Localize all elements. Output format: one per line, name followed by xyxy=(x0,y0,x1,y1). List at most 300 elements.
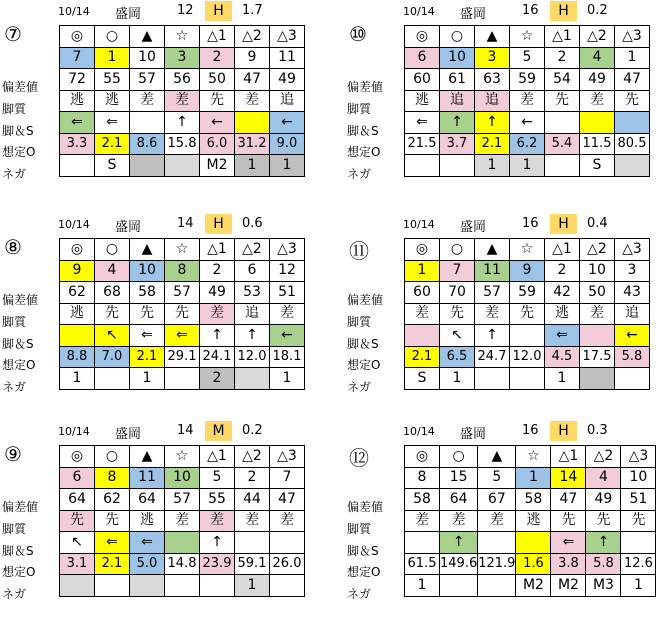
prediction-table xyxy=(404,238,650,390)
mark-cell: △3 xyxy=(270,26,305,48)
table-cell xyxy=(60,325,95,347)
negative-row xyxy=(60,575,305,597)
mark-cell: △3 xyxy=(270,446,305,468)
table-cell: 2 xyxy=(545,260,580,282)
table-cell: 1 xyxy=(270,155,305,177)
table-cell: 差 xyxy=(130,90,165,112)
table-cell: 12.6 xyxy=(621,553,656,575)
table-cell: 先 xyxy=(60,510,95,532)
row-label: 脚＆S xyxy=(2,337,34,351)
table-cell: 7 xyxy=(60,47,95,69)
row-label: 脚＆S xyxy=(2,544,34,558)
table-cell: 62 xyxy=(60,282,95,304)
negative-row xyxy=(405,368,650,390)
mark-row xyxy=(60,26,305,48)
leg-speed-row xyxy=(405,325,650,347)
table-cell: 5.4 xyxy=(545,133,580,155)
table-cell xyxy=(615,368,650,390)
table-cell: 1 xyxy=(235,155,270,177)
mark-cell: ○ xyxy=(440,446,478,468)
prediction-table xyxy=(404,445,656,597)
race-number: ⑦ xyxy=(4,22,22,46)
mark-cell: ☆ xyxy=(165,26,200,48)
table-cell: ⇐ xyxy=(545,325,580,347)
mark-cell: △3 xyxy=(615,26,650,48)
race-header xyxy=(345,0,669,22)
table-cell: 10 xyxy=(580,260,615,282)
table-cell: S xyxy=(405,368,440,390)
table-cell xyxy=(405,155,440,177)
table-cell: 11 xyxy=(475,260,510,282)
table-cell: 42 xyxy=(545,282,580,304)
table-cell: 1 xyxy=(405,575,440,597)
table-cell: 差 xyxy=(235,510,270,532)
race-header xyxy=(345,213,669,235)
table-cell: 10 xyxy=(440,47,475,69)
mark-cell: △1 xyxy=(200,26,235,48)
deviation-row xyxy=(60,69,305,91)
table-cell: 9 xyxy=(510,260,545,282)
table-cell: 1 xyxy=(475,155,510,177)
table-cell: 1 xyxy=(516,467,551,489)
mark-cell: △1 xyxy=(200,446,235,468)
table-cell: M2 xyxy=(551,575,586,597)
race-header xyxy=(345,420,669,442)
deviation-row xyxy=(405,69,650,91)
leg-speed-row xyxy=(60,112,305,134)
table-cell xyxy=(510,368,545,390)
mark-cell: △2 xyxy=(235,239,270,261)
table-cell: 5 xyxy=(478,467,516,489)
table-cell: 6 xyxy=(405,47,440,69)
table-cell: ↑ xyxy=(475,325,510,347)
table-cell: ↖ xyxy=(95,325,130,347)
table-cell: 14 xyxy=(551,467,586,489)
table-cell xyxy=(440,575,478,597)
table-cell: 12 xyxy=(270,260,305,282)
row-label: 脚質 xyxy=(2,315,27,329)
venue-name: 盛岡 xyxy=(460,220,487,235)
table-cell: 6.2 xyxy=(510,133,545,155)
table-cell: 先 xyxy=(200,90,235,112)
index-value: 0.2 xyxy=(587,3,608,18)
table-cell: 11 xyxy=(270,47,305,69)
table-cell: 17.5 xyxy=(580,346,615,368)
table-cell: 51 xyxy=(270,282,305,304)
table-cell xyxy=(510,325,545,347)
table-cell: 58 xyxy=(130,282,165,304)
mark-row xyxy=(405,239,650,261)
table-cell: 59.1 xyxy=(235,553,270,575)
table-cell: 58 xyxy=(516,489,551,511)
row-label: 偏差値 xyxy=(2,500,39,514)
table-cell: 57 xyxy=(165,489,200,511)
table-cell: 差 xyxy=(165,90,200,112)
venue-name: 盛岡 xyxy=(460,7,487,22)
table-cell: 逃 xyxy=(60,303,95,325)
mark-cell: ◎ xyxy=(60,446,95,468)
row-label: 脚＆S xyxy=(347,124,379,138)
table-cell xyxy=(95,575,130,597)
table-cell: ↑ xyxy=(440,112,475,134)
odds-row xyxy=(405,346,650,368)
table-cell: 先 xyxy=(510,303,545,325)
odds-row xyxy=(405,553,656,575)
table-cell xyxy=(200,575,235,597)
table-cell xyxy=(60,575,95,597)
table-cell xyxy=(580,325,615,347)
table-cell: 2 xyxy=(200,47,235,69)
table-cell: 47 xyxy=(615,69,650,91)
table-cell: 10 xyxy=(130,260,165,282)
table-cell: 12.0 xyxy=(235,346,270,368)
row-label: 想定O xyxy=(347,565,381,579)
runner-count: 14 xyxy=(177,216,194,231)
table-cell xyxy=(478,532,516,554)
negative-row xyxy=(60,368,305,390)
table-cell: 49 xyxy=(200,282,235,304)
mark-cell: ◎ xyxy=(60,26,95,48)
table-cell: 5.8 xyxy=(615,346,650,368)
runner-count: 14 xyxy=(177,423,194,438)
race-panel xyxy=(0,420,330,625)
row-label: ネガ xyxy=(347,380,372,394)
row-label: 脚＆S xyxy=(2,124,34,138)
runner-count: 16 xyxy=(522,423,539,438)
table-cell: 9 xyxy=(235,47,270,69)
deviation-row xyxy=(60,489,305,511)
table-cell: 差 xyxy=(580,303,615,325)
table-cell xyxy=(235,532,270,554)
table-cell: ↑ xyxy=(586,532,621,554)
class-badge: M xyxy=(205,421,232,441)
horse-number-row xyxy=(405,260,650,282)
table-cell xyxy=(580,368,615,390)
runner-count: 12 xyxy=(177,3,194,18)
table-cell: 4 xyxy=(580,47,615,69)
mark-cell: ○ xyxy=(440,26,475,48)
table-cell: 72 xyxy=(60,69,95,91)
table-cell: ↑ xyxy=(440,532,478,554)
table-cell: 差 xyxy=(235,90,270,112)
class-badge: H xyxy=(205,1,232,21)
table-cell: ⇐ xyxy=(165,325,200,347)
table-cell: 差 xyxy=(200,510,235,532)
runner-count: 16 xyxy=(522,216,539,231)
mark-cell: ▲ xyxy=(478,446,516,468)
mark-cell: △1 xyxy=(545,239,580,261)
table-cell xyxy=(440,155,475,177)
table-cell xyxy=(405,325,440,347)
table-cell: 9.0 xyxy=(270,133,305,155)
table-cell: 2.1 xyxy=(475,133,510,155)
table-cell: 6.5 xyxy=(440,346,475,368)
table-cell: ↑ xyxy=(200,325,235,347)
mark-cell: ☆ xyxy=(516,446,551,468)
class-badge: H xyxy=(550,214,577,234)
mark-cell: ▲ xyxy=(130,239,165,261)
runner-count: 16 xyxy=(522,3,539,18)
table-cell: 3.1 xyxy=(60,553,95,575)
table-cell: 3.7 xyxy=(440,133,475,155)
table-cell: 6 xyxy=(235,260,270,282)
mark-cell: ▲ xyxy=(130,446,165,468)
row-label: 脚質 xyxy=(2,102,27,116)
row-label: 想定O xyxy=(347,358,381,372)
index-value: 1.7 xyxy=(242,3,263,18)
mark-cell: △1 xyxy=(200,239,235,261)
table-cell xyxy=(165,532,200,554)
mark-cell: ○ xyxy=(95,26,130,48)
table-cell: 差 xyxy=(580,90,615,112)
prediction-table xyxy=(59,25,305,177)
table-cell: 80.5 xyxy=(615,133,650,155)
table-cell: 57 xyxy=(130,69,165,91)
mark-cell: △1 xyxy=(545,26,580,48)
table-cell: 差 xyxy=(405,303,440,325)
table-cell: 50 xyxy=(200,69,235,91)
table-cell: 49 xyxy=(580,69,615,91)
table-cell: 60 xyxy=(405,282,440,304)
race-header xyxy=(0,420,330,442)
race-panel xyxy=(345,0,669,205)
table-cell: 1 xyxy=(545,368,580,390)
table-cell: 2.1 xyxy=(405,346,440,368)
horse-number-row xyxy=(405,467,656,489)
venue-name: 盛岡 xyxy=(115,7,142,22)
table-cell: 50 xyxy=(580,282,615,304)
table-cell: S xyxy=(580,155,615,177)
race-header xyxy=(0,213,330,235)
table-cell: ⇐ xyxy=(551,532,586,554)
table-cell: M2 xyxy=(516,575,551,597)
table-cell: 70 xyxy=(440,282,475,304)
table-cell: 逃 xyxy=(95,90,130,112)
table-cell: 7 xyxy=(270,467,305,489)
row-label: 脚質 xyxy=(2,522,27,536)
table-cell: 差 xyxy=(440,510,478,532)
table-cell: 8 xyxy=(405,467,440,489)
table-cell: 43 xyxy=(615,282,650,304)
running-style-row xyxy=(405,90,650,112)
table-cell: 先 xyxy=(615,90,650,112)
table-cell: 4.5 xyxy=(545,346,580,368)
class-badge: H xyxy=(550,421,577,441)
table-cell: 55 xyxy=(200,489,235,511)
table-cell xyxy=(270,575,305,597)
table-cell: 1 xyxy=(405,260,440,282)
table-cell: 10 xyxy=(165,467,200,489)
index-value: 0.4 xyxy=(587,216,608,231)
table-cell: 3.8 xyxy=(551,553,586,575)
table-cell: 1 xyxy=(440,368,475,390)
table-cell xyxy=(270,532,305,554)
row-label: 脚＆S xyxy=(347,337,379,351)
table-cell xyxy=(130,112,165,134)
mark-cell: △1 xyxy=(551,446,586,468)
class-badge: H xyxy=(205,214,232,234)
table-cell: 47 xyxy=(270,489,305,511)
table-cell: 先 xyxy=(440,303,475,325)
mark-cell: △2 xyxy=(586,446,621,468)
table-cell: 1.6 xyxy=(516,553,551,575)
mark-cell: ▲ xyxy=(475,239,510,261)
index-value: 0.6 xyxy=(242,216,263,231)
table-cell: 先 xyxy=(545,90,580,112)
mark-cell: △2 xyxy=(235,446,270,468)
leg-speed-row xyxy=(60,325,305,347)
table-cell: ← xyxy=(270,325,305,347)
race-date: 10/14 xyxy=(58,218,90,231)
table-cell: ↖ xyxy=(60,532,95,554)
table-cell xyxy=(405,532,440,554)
table-cell: 12.0 xyxy=(510,346,545,368)
odds-row xyxy=(60,346,305,368)
table-cell: 1 xyxy=(95,47,130,69)
table-cell: 3.3 xyxy=(60,133,95,155)
table-cell: 51 xyxy=(621,489,656,511)
deviation-row xyxy=(405,489,656,511)
row-label: ネガ xyxy=(2,380,27,394)
mark-cell: ▲ xyxy=(130,26,165,48)
table-cell: 64 xyxy=(440,489,478,511)
race-header xyxy=(0,0,330,22)
table-cell: 29.1 xyxy=(165,346,200,368)
mark-cell: ☆ xyxy=(165,446,200,468)
mark-row xyxy=(405,26,650,48)
race-number: ⑫ xyxy=(349,446,369,470)
race-date: 10/14 xyxy=(58,425,90,438)
table-cell: 差 xyxy=(405,510,440,532)
table-cell: 47 xyxy=(551,489,586,511)
mark-row xyxy=(405,446,656,468)
mark-cell: △3 xyxy=(621,446,656,468)
table-cell: 逃 xyxy=(516,510,551,532)
race-date: 10/14 xyxy=(403,425,435,438)
mark-cell: ☆ xyxy=(165,239,200,261)
row-label: 想定O xyxy=(2,145,36,159)
table-cell: 追 xyxy=(475,90,510,112)
table-cell: 64 xyxy=(60,489,95,511)
table-cell: 1 xyxy=(621,575,656,597)
table-cell: 先 xyxy=(551,510,586,532)
table-cell: 55 xyxy=(95,69,130,91)
table-cell: 逃 xyxy=(405,90,440,112)
table-cell xyxy=(165,155,200,177)
table-cell: 追 xyxy=(440,90,475,112)
table-cell: 8 xyxy=(165,260,200,282)
mark-row xyxy=(60,239,305,261)
table-cell: ⇐ xyxy=(405,112,440,134)
table-cell: 15.8 xyxy=(165,133,200,155)
table-cell: 5 xyxy=(200,467,235,489)
table-cell: 67 xyxy=(478,489,516,511)
table-cell: M2 xyxy=(200,155,235,177)
horse-number-row xyxy=(60,467,305,489)
table-cell: 3 xyxy=(475,47,510,69)
table-cell: 4 xyxy=(586,467,621,489)
odds-row xyxy=(60,553,305,575)
table-cell xyxy=(615,155,650,177)
mark-cell: △3 xyxy=(615,239,650,261)
table-cell: 23.9 xyxy=(200,553,235,575)
table-cell: 4 xyxy=(95,260,130,282)
running-style-row xyxy=(405,510,656,532)
table-cell: 121.9 xyxy=(478,553,516,575)
table-cell: 3 xyxy=(165,47,200,69)
table-cell xyxy=(235,368,270,390)
table-cell: ← xyxy=(615,325,650,347)
table-cell: 8 xyxy=(95,467,130,489)
table-cell xyxy=(130,575,165,597)
table-cell: 5.0 xyxy=(130,553,165,575)
table-cell: 59 xyxy=(510,282,545,304)
prediction-table xyxy=(59,445,305,597)
table-cell: 7.0 xyxy=(95,346,130,368)
table-cell xyxy=(60,155,95,177)
table-cell: 差 xyxy=(270,510,305,532)
table-cell: 2.1 xyxy=(130,346,165,368)
table-cell: 8.8 xyxy=(60,346,95,368)
table-cell: 57 xyxy=(475,282,510,304)
table-cell: 差 xyxy=(510,90,545,112)
row-label: 偏差値 xyxy=(347,293,384,307)
deviation-row xyxy=(60,282,305,304)
table-cell: 差 xyxy=(200,303,235,325)
table-cell: ← xyxy=(270,112,305,134)
table-cell: 14.8 xyxy=(165,553,200,575)
row-label: ネガ xyxy=(2,587,27,601)
table-cell: 2 xyxy=(235,467,270,489)
table-cell: 先 xyxy=(165,303,200,325)
table-cell: S xyxy=(95,155,130,177)
row-label: 偏差値 xyxy=(347,500,384,514)
table-cell: 2 xyxy=(545,47,580,69)
row-label: 想定O xyxy=(2,565,36,579)
leg-speed-row xyxy=(60,532,305,554)
venue-name: 盛岡 xyxy=(115,427,142,442)
race-number: ⑧ xyxy=(4,235,22,259)
table-cell: 60 xyxy=(405,69,440,91)
mark-cell: △2 xyxy=(580,239,615,261)
table-cell: 追 xyxy=(235,303,270,325)
table-cell: ↑ xyxy=(200,532,235,554)
table-cell: 58 xyxy=(405,489,440,511)
table-cell: 2.1 xyxy=(95,133,130,155)
table-cell xyxy=(130,155,165,177)
table-cell: ↑ xyxy=(235,325,270,347)
table-cell: 先 xyxy=(621,510,656,532)
table-cell: 10 xyxy=(621,467,656,489)
table-cell: ↑ xyxy=(475,112,510,134)
table-cell: 26.0 xyxy=(270,553,305,575)
table-cell: 24.1 xyxy=(200,346,235,368)
table-cell: ⇐ xyxy=(95,112,130,134)
prediction-table xyxy=(59,238,305,390)
race-date: 10/14 xyxy=(403,218,435,231)
table-cell: 11 xyxy=(130,467,165,489)
table-cell: 先 xyxy=(586,510,621,532)
table-cell: 21.5 xyxy=(405,133,440,155)
mark-cell: ◎ xyxy=(405,26,440,48)
race-number: ⑩ xyxy=(349,22,367,46)
table-cell: 11.5 xyxy=(580,133,615,155)
table-cell: 15 xyxy=(440,467,478,489)
table-cell: 1 xyxy=(615,47,650,69)
table-cell: 先 xyxy=(95,303,130,325)
table-cell: 44 xyxy=(235,489,270,511)
mark-cell: ◎ xyxy=(60,239,95,261)
